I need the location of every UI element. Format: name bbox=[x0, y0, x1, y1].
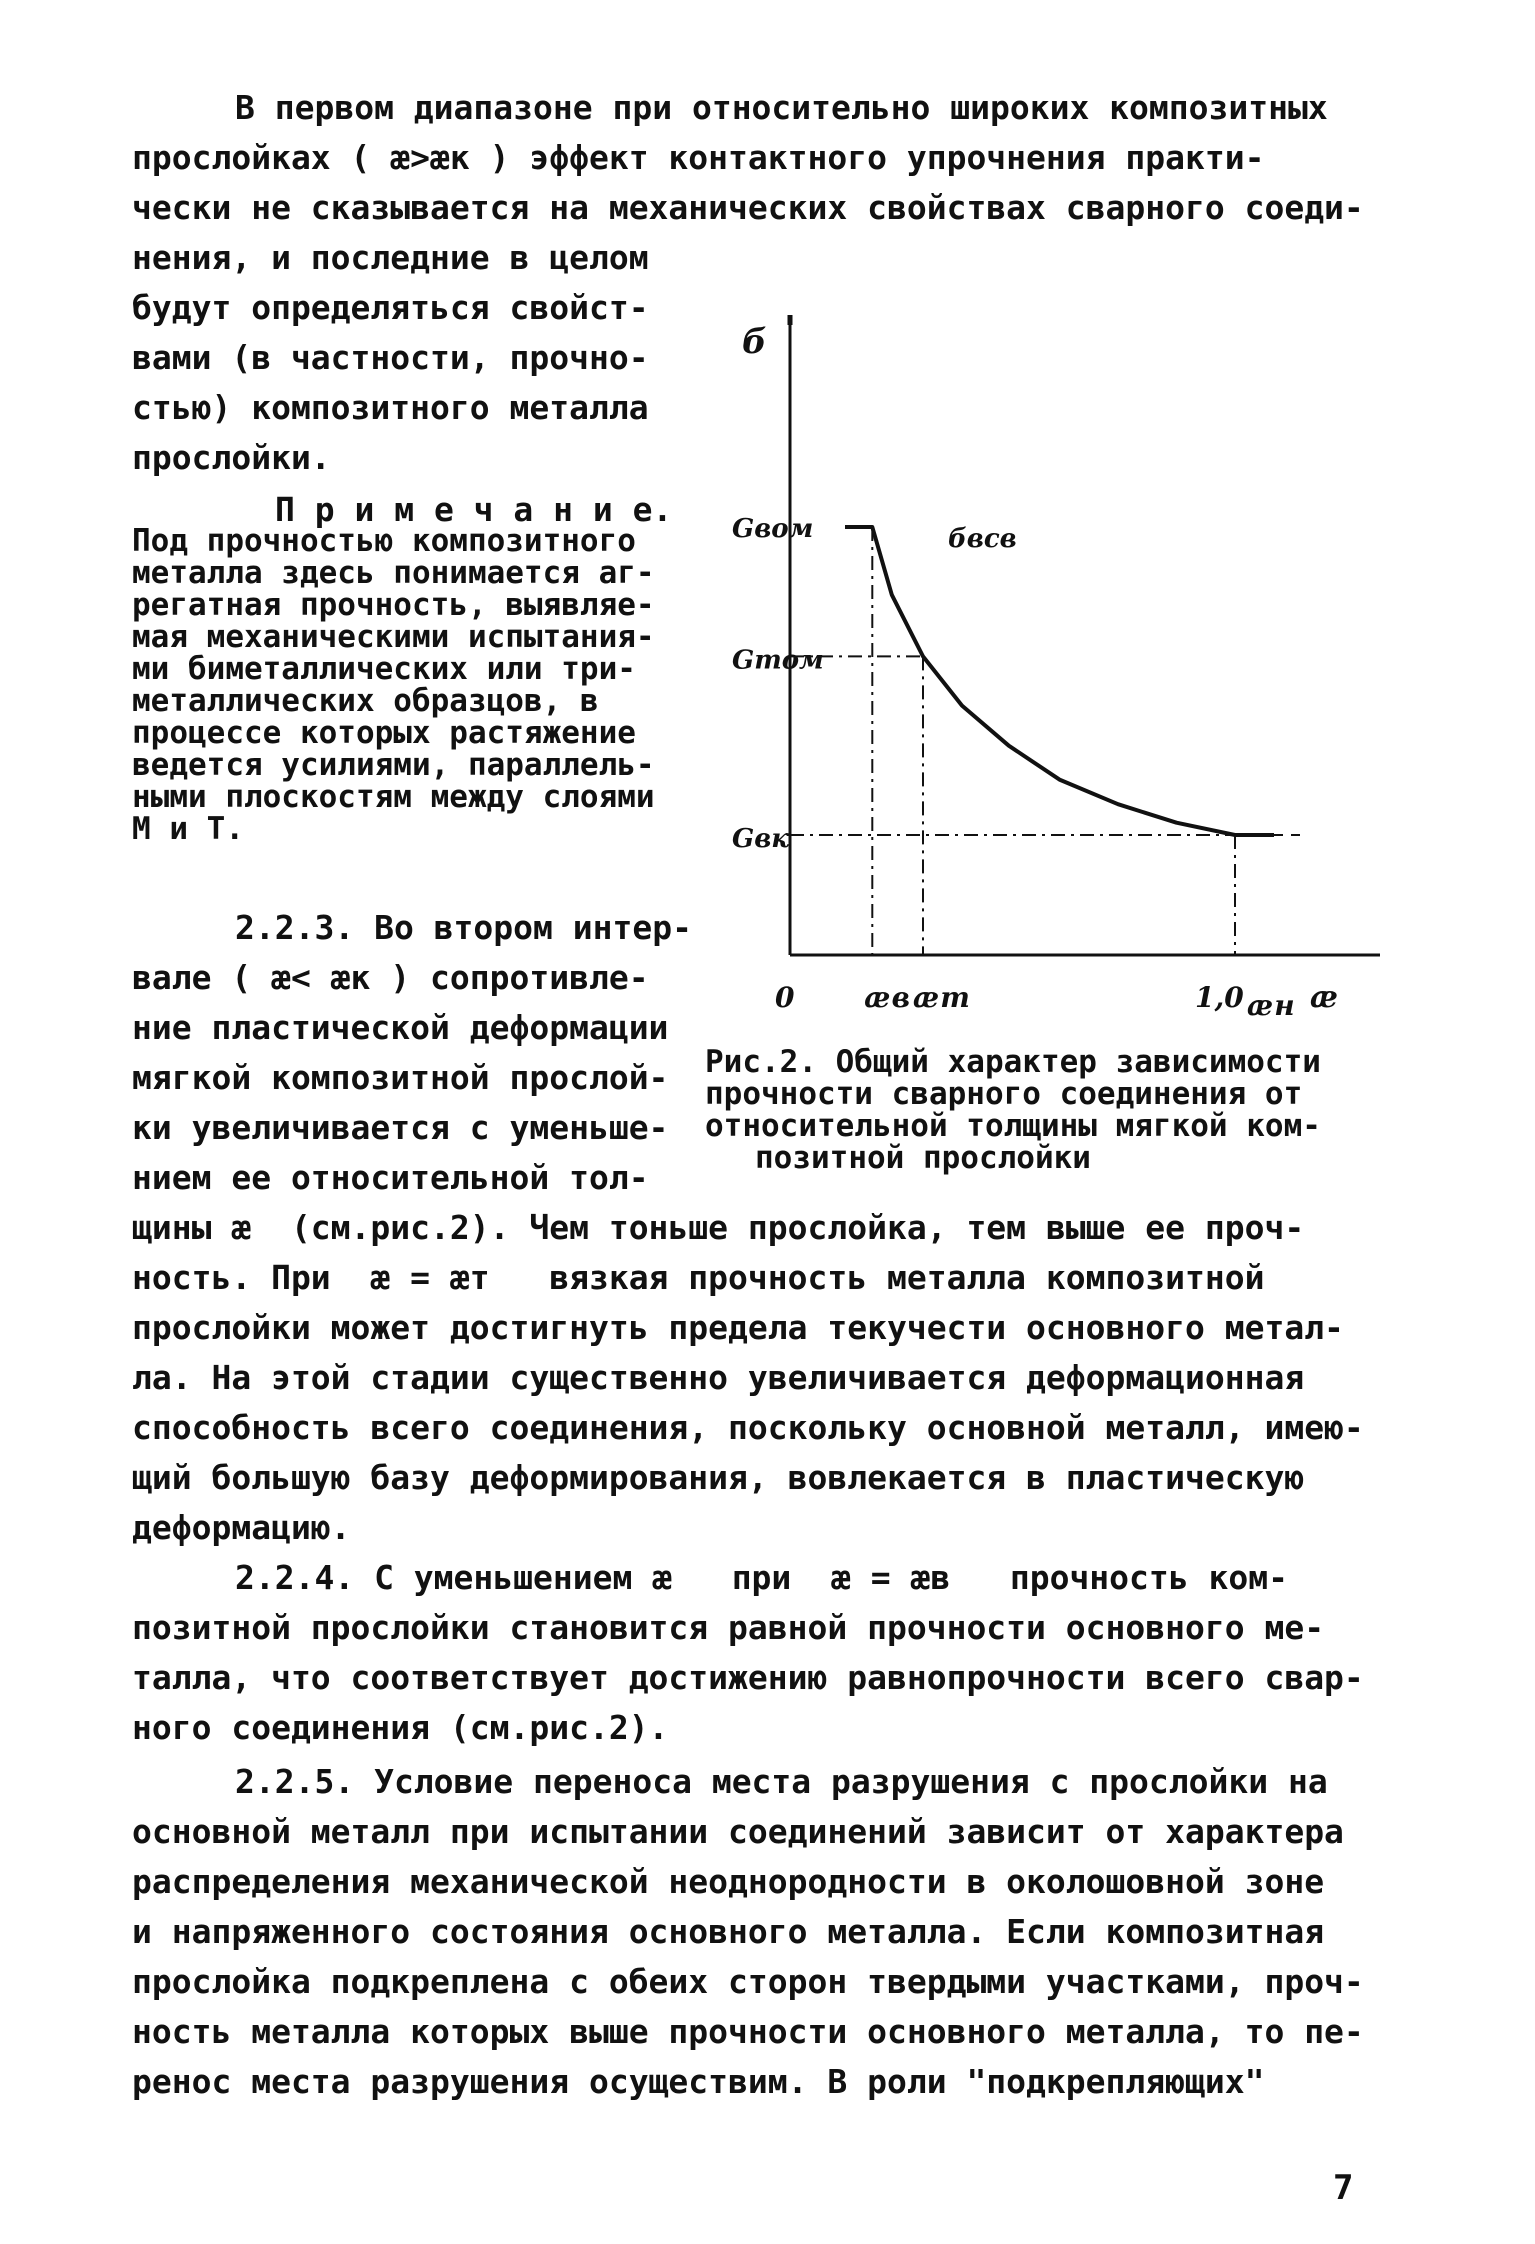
text-line: чески не сказывается на механических свойствах сварного соеди- bbox=[132, 188, 1364, 227]
curve-label: бвсв bbox=[948, 524, 1017, 554]
y-tick-label: Gвом bbox=[732, 514, 814, 544]
strength-chart bbox=[680, 315, 1400, 1035]
text-line: ренос места разрушения осуществим. В роли "подкрепляющих" bbox=[132, 2062, 1265, 2101]
text-line: прослойка подкреплена с обеих сторон твердыми участками, проч- bbox=[132, 1962, 1364, 2001]
x-tick-label: 0 bbox=[775, 981, 795, 1014]
note-line: М и Т. bbox=[132, 811, 244, 847]
text-line: нения, и последние в целом bbox=[132, 238, 649, 277]
y-tick-label: Gвк bbox=[732, 824, 789, 854]
text-line: ки увеличивается с уменьше- bbox=[132, 1108, 669, 1147]
x-tick-label: ӕв bbox=[864, 981, 911, 1014]
text-line: 2.2.5. Условие переноса места разрушения с прослойки на bbox=[235, 1762, 1328, 1801]
text-line: талла, что соответствует достижению равнопрочности всего свар- bbox=[132, 1658, 1364, 1697]
note-line: металлических образцов, в bbox=[132, 683, 599, 719]
page-number: 7 bbox=[1333, 2168, 1354, 2208]
text-line: прослойках ( ӕ>ӕк ) эффект контактного упрочнения практи- bbox=[132, 138, 1265, 177]
chart-labels bbox=[732, 322, 1339, 1022]
y-axis-label: б bbox=[742, 322, 767, 362]
text-line: щий большую базу деформирования, вовлекается в пластическую bbox=[132, 1458, 1305, 1497]
chart-curve-group bbox=[845, 527, 1274, 835]
text-line: вале ( ӕ< ӕк ) сопротивле- bbox=[132, 958, 649, 997]
text-line: 2.2.4. С уменьшением ӕ при ӕ = ӕв прочность ком- bbox=[235, 1558, 1288, 1597]
text-line: способность всего соединения, поскольку основной металл, имею- bbox=[132, 1408, 1364, 1447]
text-line: прослойки. bbox=[132, 438, 331, 477]
note-line: мая механическими испытания- bbox=[132, 619, 655, 655]
chart-axes bbox=[790, 315, 1380, 955]
note-line: процессе которых растяжение bbox=[132, 715, 636, 751]
text-line: ние пластической деформации bbox=[132, 1008, 669, 1047]
text-line: мягкой композитной прослой- bbox=[132, 1058, 669, 1097]
x-tick-label: ӕн bbox=[1247, 989, 1295, 1022]
note-line: металла здесь понимается аг- bbox=[132, 555, 655, 591]
note-line: ведется усилиями, параллель- bbox=[132, 747, 655, 783]
note-line: Под прочностью композитного bbox=[132, 523, 636, 559]
text-line: ного соединения (см.рис.2). bbox=[132, 1708, 669, 1747]
text-line: позитной прослойки становится равной прочности основного ме- bbox=[132, 1608, 1325, 1647]
x-tick-label: ӕт bbox=[913, 981, 970, 1014]
strength-curve bbox=[845, 527, 1274, 835]
y-tick-label: Gтом bbox=[732, 645, 824, 676]
note-line: ми биметаллических или три- bbox=[132, 651, 636, 687]
note-line: ными плоскостям между слоями bbox=[132, 779, 655, 815]
note-line: регатная прочность, выявляе- bbox=[132, 587, 655, 623]
text-line: ность. При ӕ = ӕт вязкая прочность металла композитной bbox=[132, 1258, 1265, 1297]
text-line: ла. На этой стадии существенно увеличивается деформационная bbox=[132, 1358, 1305, 1397]
text-line: щины ӕ (см.рис.2). Чем тоньше прослойка, тем выше ее проч- bbox=[132, 1208, 1305, 1247]
text-line: нием ее относительной тол- bbox=[132, 1158, 649, 1197]
figure-caption: прочности сварного соединения от bbox=[705, 1076, 1303, 1112]
figure-caption: относительной толщины мягкой ком- bbox=[705, 1108, 1321, 1144]
text-line: стью) композитного металла bbox=[132, 388, 649, 427]
text-line: и напряженного состояния основного металла. Если композитная bbox=[132, 1912, 1325, 1951]
text-line: распределения механической неоднородности в околошовной зоне bbox=[132, 1862, 1325, 1901]
chart-guides bbox=[790, 527, 1300, 955]
text-line: будут определяться свойст- bbox=[132, 288, 649, 327]
figure-2 bbox=[680, 315, 1400, 1035]
text-line: В первом диапазоне при относительно широких композитных bbox=[235, 88, 1328, 127]
x-tick-label: 1,0 bbox=[1195, 981, 1244, 1014]
text-line: основной металл при испытании соединений зависит от характера bbox=[132, 1812, 1344, 1851]
text-line: деформацию. bbox=[132, 1508, 351, 1547]
figure-caption: позитной прослойки bbox=[755, 1140, 1091, 1176]
figure-caption: Рис.2. Общий характер зависимости bbox=[705, 1044, 1321, 1080]
note-heading: П р и м е ч а н и е. bbox=[275, 490, 673, 529]
x-axis-label: ӕ bbox=[1310, 980, 1340, 1015]
text-line: вами (в частности, прочно- bbox=[132, 338, 649, 377]
text-line: прослойки может достигнуть предела текучести основного метал- bbox=[132, 1308, 1344, 1347]
text-line: 2.2.3. Во втором интер- bbox=[235, 908, 692, 947]
text-line: ность металла которых выше прочности основного металла, то пе- bbox=[132, 2012, 1364, 2051]
